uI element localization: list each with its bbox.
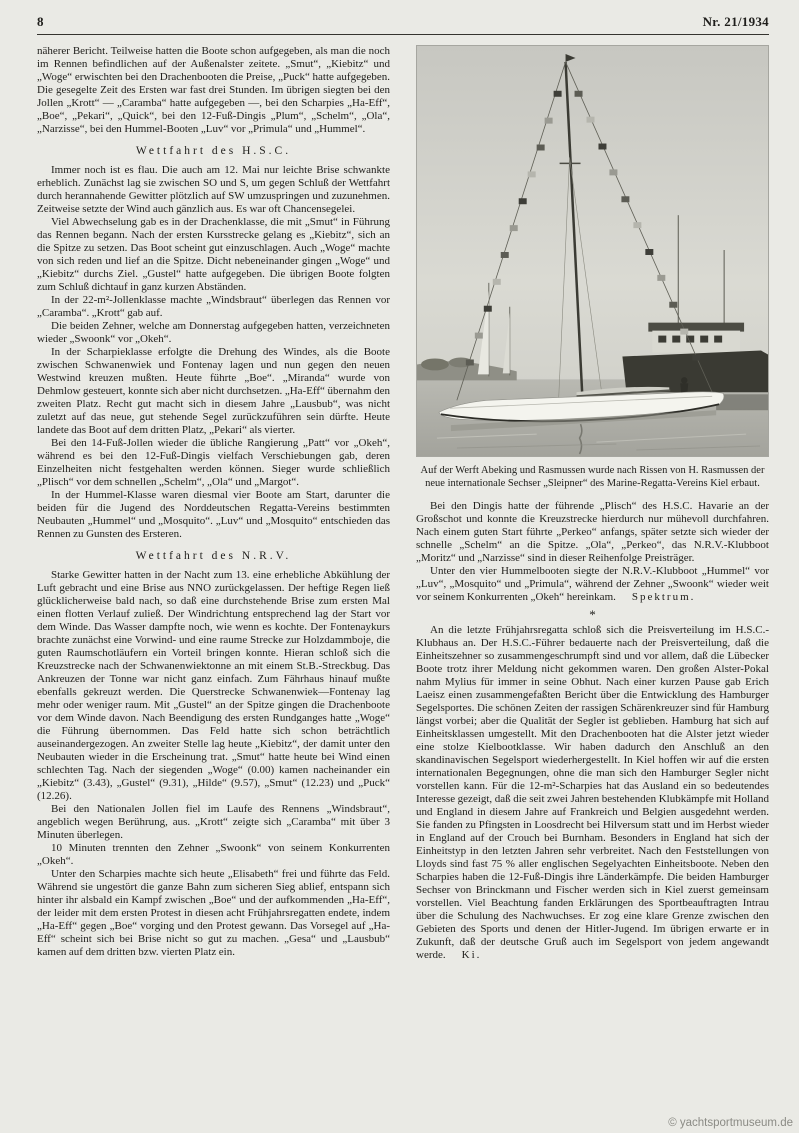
paragraph: Bei den Nationalen Jollen fiel im Laufe des Rennens „Windsbraut“, angeblich wegen Berührung, aus. „Krott“ zeigte sich „Caramba“ mit über 3 Minuten überlegen. (37, 803, 390, 841)
right-column-text (416, 500, 769, 962)
sailboat-photo-graphic (417, 46, 768, 456)
paragraph: Bei den Dingis hatte der führende „Plisch“ des H.S.C. Havarie an der Großschot und konnte die Kreuzstrecke hierdurch nur mühevoll durchfahren. Nach einem guten Start führte „Perkeo“ anfangs, später setzte sich wieder der schnelle „Schelm“ an die Spitze. „Ola“, „Perkeo“, das N.R.V.-Klubboot „Moritz“ und „Narzisse“ sind in dieser Reihenfolge Preisträger. (416, 500, 769, 564)
author-signature: Ki. (461, 949, 482, 961)
sailboat-photo (416, 45, 769, 457)
article-body (37, 45, 769, 1091)
paragraph: An die letzte Frühjahrsregatta schloß sich die Preisverteilung im H.S.C.-Klubhaus an. Der H.S.C.-Führer bedauerte nach der Preisverteilung, daß die Einheitszehner so zusammengeschrumpft sind und vor allem, daß die Lübecker Boote trotz ihrer Meldung nicht gekommen waren. Den großen Alster-Pokal nahm Mylius für immer in seine Obhut. Nach einer kurzen Pause gab Erich Laeisz einen zusammengefaßten Bericht über die Entwicklung des Hamburger Segelsportes. Die schönen Zeiten der rassigen Schärenkreuzer sind für Hamburg längst vorbei; aber die Qualität der Segler ist geblieben. Hamburg hat sich auf Einheitsklassen umgestellt. Mit den Drachenbooten hat die Alster jetzt wieder eine stolze Kielbootklasse. Wir haben dadurch den Anschluß an den skandinavischen Segelsport wiederhergestellt. In Kiel hoffen wir auf die ersten internationalen Begegnungen, ohne die man sich den Hamburger Segler nicht vorstellen kann. Für die 12-m²-Scharpies hat das Ausland ein so bedeutendes Interesse gezeigt, daß die seit zwei Jahren bestehenden Klubkämpfe mit Holland und England in diesem Jahre auf Frankreich und Belgien ausgedehnt werden. Sie fanden zu Pfingsten in Loosdrecht bei Hilversum statt und im Herbst wieder in England auf der Crouch bei Burnham. Besonders in England hat sich der Einheitstyp in den letzten Jahren sehr verbreitet. Nach den Feststellungen von Lloyds sind fast 75 % aller englischen Segelyachten Einheitsboote. Neben den Scharpies haben die 12-Fuß-Dingis ihre Länderkämpfe. Die beiden Hamburger Sechser von Brinckmann und Fischer werden sich in Kiel zuerst gemeinsam vorstellen. Viel Beachtung fanden Erklärungen des Sportbeauftragten Intrau über die Schulung des Nachwuchses. Er zog eine klare Grenze zwischen den Gebieten des Sports und denen der Hitler-Jugend. Im übrigen erwarte er in Zukunft, daß der deutsche Gruß auch im Segelsport von jedem angewandt werde. Ki. (416, 624, 769, 961)
paragraph: In der 22-m²-Jollenklasse machte „Windsbraut“ überlegen das Rennen vor „Caramba“. „Krott“ gab auf. (37, 294, 390, 319)
section-heading: Wettfahrt des N.R.V. (135, 550, 292, 562)
paragraph: Viel Abwechselung gab es in der Drachenklasse, die mit „Smut“ in Führung das Rennen begann. Nach der ersten Kursstrecke gelang es „Kiebitz“, sich an die Spitze zu setzen. Das Boot scheint gut einzuschlagen. Auch „Woge“ machte von sich reden und lief an die Spitze. Dicht nebeneinander gingen „Woge“ und „Kiebitz“ durchs Ziel. „Gustel“ hatte aufgegeben. Die übrigen Boote folgten zum Schluß dichtauf in ganz kurzen Abständen. (37, 216, 390, 293)
paragraph: näherer Bericht. Teilweise hatten die Boote schon aufgegeben, als man die noch im Rennen befindlichen auf der Außenalster zeitete. „Smut“, „Kiebitz“ und „Woge“ erwischten bei den Drachenbooten die Preise, „Puck“ hatte aufgegeben. Die gesegelte Zeit des Ersten war fast drei Stunden. Im übrigen siegten bei den Jollen „Krott“ — „Caramba“ hatte aufgegeben —, bei den Scharpies „Ha-Eff“, „Boe“, „Pekari“, „Quick“, bei den 12-Fuß-Dingis „Plum“, „Schelm“, „Ola“, „Narzisse“, bei den Hummel-Booten „Luv“ vor „Primula“ und „Hummel“. (37, 45, 390, 135)
photo-caption: Auf der Werft Abeking und Rasmussen wurde nach Rissen von H. Rasmussen der neue internationale Sechser „Sleipner“ des Marine-Regatta-Vereins Kiel erbaut. (420, 465, 765, 489)
page-header (37, 14, 769, 30)
paragraph: Die beiden Zehner, welche am Donnerstag aufgegeben hatten, verzeichneten wieder „Swoonk“ vor „Okeh“. (37, 320, 390, 345)
paragraph: Starke Gewitter hatten in der Nacht zum 13. eine erhebliche Abkühlung der Luft gebracht und eine Brise aus NNO zurückgelassen. Der heftige Regen ließ glücklicherweise bald nach, so daß eine durchstehende Brise zum ersten Mal einen flotten Verlauf zuließ. Der Windrichtung entsprechend lag der Start vor dem Winde. Das Wasser dampfte noch, wie wenn es kochte. Der Fontenaykurs brachte zunächst eine Vorwind- und eine raume Strecke zur Holzdammboje, die guten Raumschotläufern ein Vorteil bringen konnte. Hieran schloß sich die Kreuzstrecke nach der Schwanenwiektonne an mit einem St.B.-Streckbug. Das Ankreuzen der Tonne war nicht ganz einfach. Zum Fährhaus hinauf mußte ebenfalls gekreuzt werden. Die Querstrecke Schwanenwiek—Fontenay lag mehr oder weniger raum. Mit „Gustel“ an der Spitze gingen die Drachenboote vor dem Winde davon. Nach Beendigung des ersten Rundganges hatte „Woge“ die Führung übernommen. Das Feld hatte sich schon beträchtlich auseinandergezogen. An zweiter Stelle lag heute „Kiebitz“, der damit unter den Neubauten wieder in die Erscheinung trat. „Smut“ hatte heute bei Wind einen schlechten Tag. Nach der siegenden „Woge“ (0.00) kamen nacheinander ein „Kiebitz“ (3.43), „Gustel“ (9.31), „Hilde“ (9.57), „Smut“ (12.23) und „Puck“ (12.26). (37, 569, 390, 802)
header-rule (37, 34, 769, 35)
issue-number: Nr. 21/1934 (702, 14, 769, 29)
paragraph: 10 Minuten trennten den Zehner „Swoonk“ von seinem Konkurrenten „Okeh“. (37, 842, 390, 867)
watermark: © yachtsportmuseum.de (668, 1117, 793, 1129)
paragraph: In der Scharpieklasse erfolgte die Drehung des Windes, als die Boote zwischen Schwanenwiek und Fontenay lagen und nun gegen den neuen Westwind kreuzen mußten. Heute führte „Boe“. „Miranda“ wurde von Dehmlow gesteuert, konnte sich aber nicht durchsetzen. „Ha-Eff“ übernahm den zweiten Platz. Recht gut macht sich in diesem Jahre „Lausbub“, was nicht zuletzt auf das neue, gut stehende Segel zurückzuführen sein dürfte. Heute landete das Boot auf dem dritten Platz, „Pekari“ als vierter. (37, 346, 390, 436)
paragraph: Bei den 14-Fuß-Jollen wieder die übliche Rangierung „Patt“ vor „Okeh“, während es bei den 12-Fuß-Dingis vielfach Verschiebungen gab, deren Einzelheiten nicht festgehalten werden können. Sieger wurde schließlich „Plisch“ vor dem schnellen „Schelm“, „Ola“ und „Margot“. (37, 437, 390, 488)
paragraph: Unter den Scharpies machte sich heute „Elisabeth“ frei und führte das Feld. Während sie ungestört die ganze Bahn zum sicheren Sieg ablief, entspann sich hinter ihr alsbald ein Kampf zwischen „Boe“ und der aufkommenden „Ha-Eff“, der leider mit dem ersten Protest in diesen acht Frühjahrsregatten endete, indem „Ha-Eff“ gegen „Boe“ vorging und den Protest gewann. Das Vorsegel auf „Ha-Eff“ scheint sich bei Brise nicht so gut zu machen. „Gesa“ und „Lausbub“ kamen auf dem dritten bzw. vierten Platz ein. (37, 868, 390, 958)
author-signature: Spektrum. (631, 591, 696, 603)
section-divider: * (589, 607, 596, 622)
paragraph: In der Hummel-Klasse waren diesmal vier Boote am Start, darunter die beiden für die Jugend des Norddeutschen Regatta-Vereins bestimmten Neubauten „Hummel“ und „Mosquito“. „Luv“ und „Mosquito“ entschieden das Rennen zu Gunsten des Ersteren. (37, 489, 390, 540)
page-number: 8 (37, 14, 44, 29)
paragraph: Unter den vier Hummelbooten siegte der N.R.V.-Klubboot „Hummel“ vor „Luv“, „Mosquito“ und „Primula“, während der Zehner „Swoonk“ wieder weit vor seinem Konkurrenten „Okeh“ hereinkam. Spektrum. (416, 565, 769, 603)
right-column (416, 45, 769, 1091)
section-heading: Wettfahrt des H.S.C. (135, 145, 292, 157)
left-column (37, 45, 390, 1091)
paragraph: Immer noch ist es flau. Die auch am 12. Mai nur leichte Brise schwankte erheblich. Zunächst lag sie zwischen SO und S, um gegen Schluß der Wettfahrt durch herannahende Gewitter plötzlich auf SW umzuspringen und zuzunehmen. Zeitweise setzte der Wind auch gänzlich aus. Es war oft Chancensegelei. (37, 164, 390, 215)
